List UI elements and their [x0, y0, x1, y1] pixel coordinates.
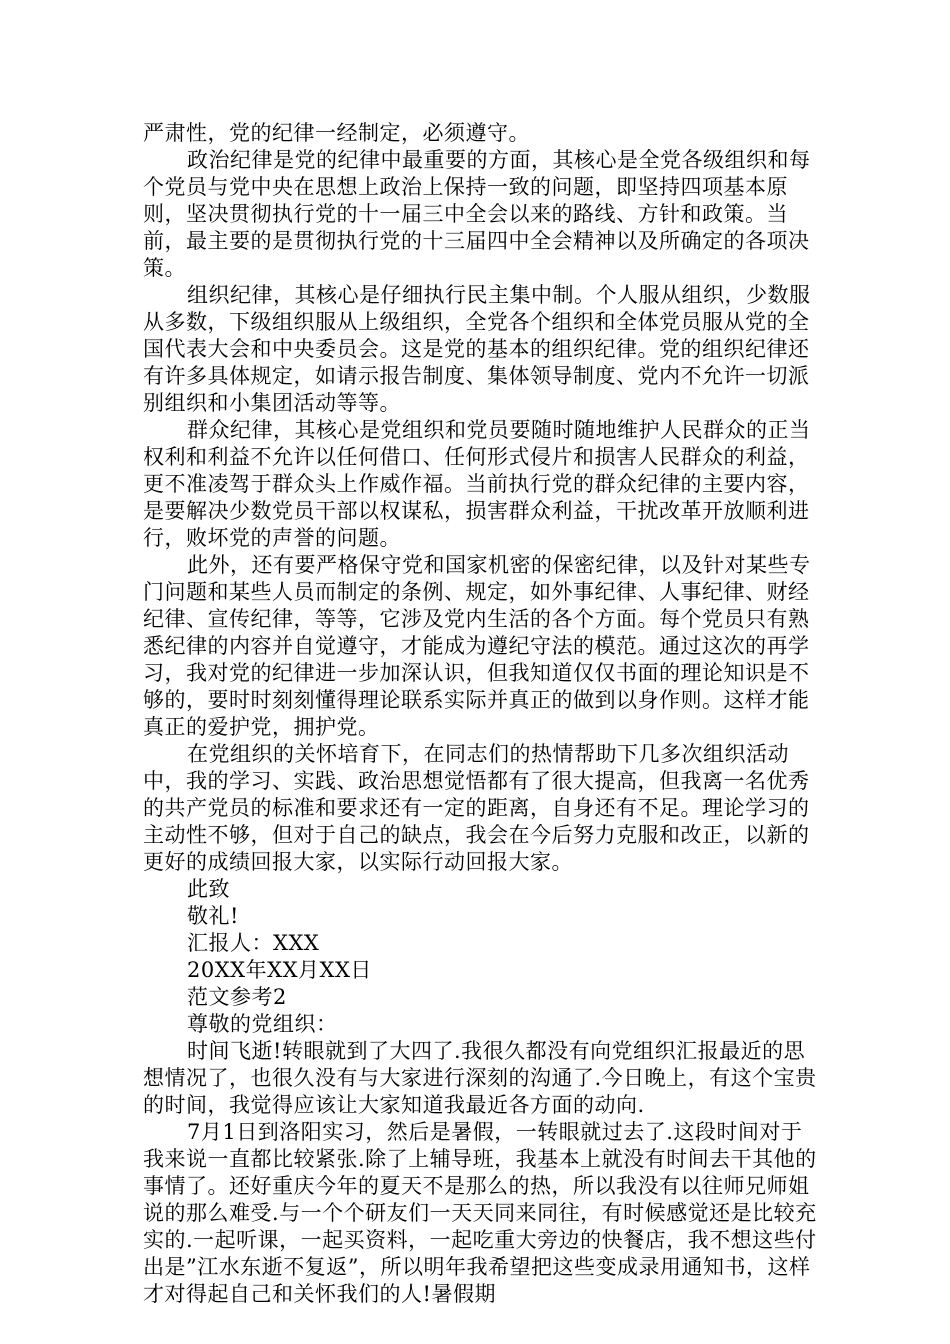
- paragraph-organizational-discipline: 组织纪律，其核心是仔细执行民主集中制。个人服从组织，少数服从多数，下级组织服从上级组织，全党各个组织和全体党员服从党的全国代表大会和中央委员会。这是党的基本的组织纪律。党的组织纪律还有许多具体规定，如请示报告制度、集体领导制度、党内不允许一切派别组织和小集团活动等等。: [143, 283, 811, 415]
- paragraph-time-flies: 时间飞逝!转眼就到了大四了.我很久都没有向党组织汇报最近的思想情况了，也很久没有与大家进行深刻的沟通了.今日晚上，有这个宝贵的时间，我觉得应该让大家知道我最近各方面的动向.: [143, 1039, 817, 1117]
- report-date: 20XX年XX月XX日: [187, 958, 372, 982]
- paragraph-self-assessment: 在党组织的关怀培育下，在同志们的热情帮助下几多次组织活动中，我的学习、实践、政治思想觉悟都有了很大提高，但我离一名优秀的共产党员的标准和要求还有一定的距离，自身还有不足。理论学习的主动性不够，但对于自己的缺点，我会在今后努力克服和改正，以新的更好的成绩回报大家，以实际行动回报大家。: [143, 742, 810, 874]
- paragraph-other-discipline: 此外，还有要严格保守党和国家机密的保密纪律，以及针对某些专门问题和某些人员而制定的条例、规定，如外事纪律、人事纪律、财经纪律、宣传纪律，等等，它涉及党内生活的各个方面。每个党员只有熟悉纪律的内容并自觉遵守，才能成为遵纪守法的模范。通过这次的再学习，我对党的纪律进一步加深认识，但我知道仅仅书面的理论知识是不够的，要时时刻刻懂得理论联系实际并真正的做到以身作则。这样才能真正的爱护党，拥护党。: [143, 553, 811, 739]
- closing-salutation: 此致: [187, 877, 230, 901]
- paragraph-mass-discipline: 群众纪律，其核心是党组织和党员要随时随地维护人民群众的正当权利和利益不允许以任何借口、任何形式侵片和损害人民群众的利益，更不准凌驾于群众头上作威作福。当前执行党的群众纪律的主要内容，是要解决少数党员干部以权谋私，损害群众利益，干扰改革开放顺利进行，败坏党的声誉的问题。: [143, 418, 811, 550]
- sample-heading: 范文参考2: [187, 985, 287, 1009]
- paragraph-political-discipline: 政治纪律是党的纪律中最重要的方面，其核心是全党各级组织和每个党员与党中央在思想上政治上保持一致的问题，即坚持四项基本原则，坚决贯彻执行党的十一届三中全会以来的路线、方针和政策。当前，最主要的是贯彻执行党的十三届四中全会精神以及所确定的各项决策。: [143, 148, 811, 280]
- paragraph-internship: 7月1日到洛阳实习，然后是暑假，一转眼就过去了.这段时间对于我来说一直都比较紧张.除了上辅导班，我基本上就没有时间去干其他的事情了。还好重庆今年的夏天不是那么的热，所以我没有以往师兄师姐说的那么难受.与一个个研友们一天天同来同往，有时候感觉还是比较充实的.一起听课，一起买资料，一起吃重大旁边的快餐店，我不想这些付出是”江水东逝不复返”，所以明年我希望把这些变成录用通知书，这样才对得起自己和关怀我们的人!暑假期: [143, 1120, 817, 1306]
- paragraph-0: 严肃性，党的纪律一经制定，必须遵守。: [143, 121, 530, 145]
- reporter-name: 汇报人：XXX: [187, 931, 320, 955]
- document-page: [143, 120, 823, 1308]
- closing-respect: 敬礼!: [187, 904, 239, 928]
- greeting: 尊敬的党组织：: [187, 1012, 338, 1036]
